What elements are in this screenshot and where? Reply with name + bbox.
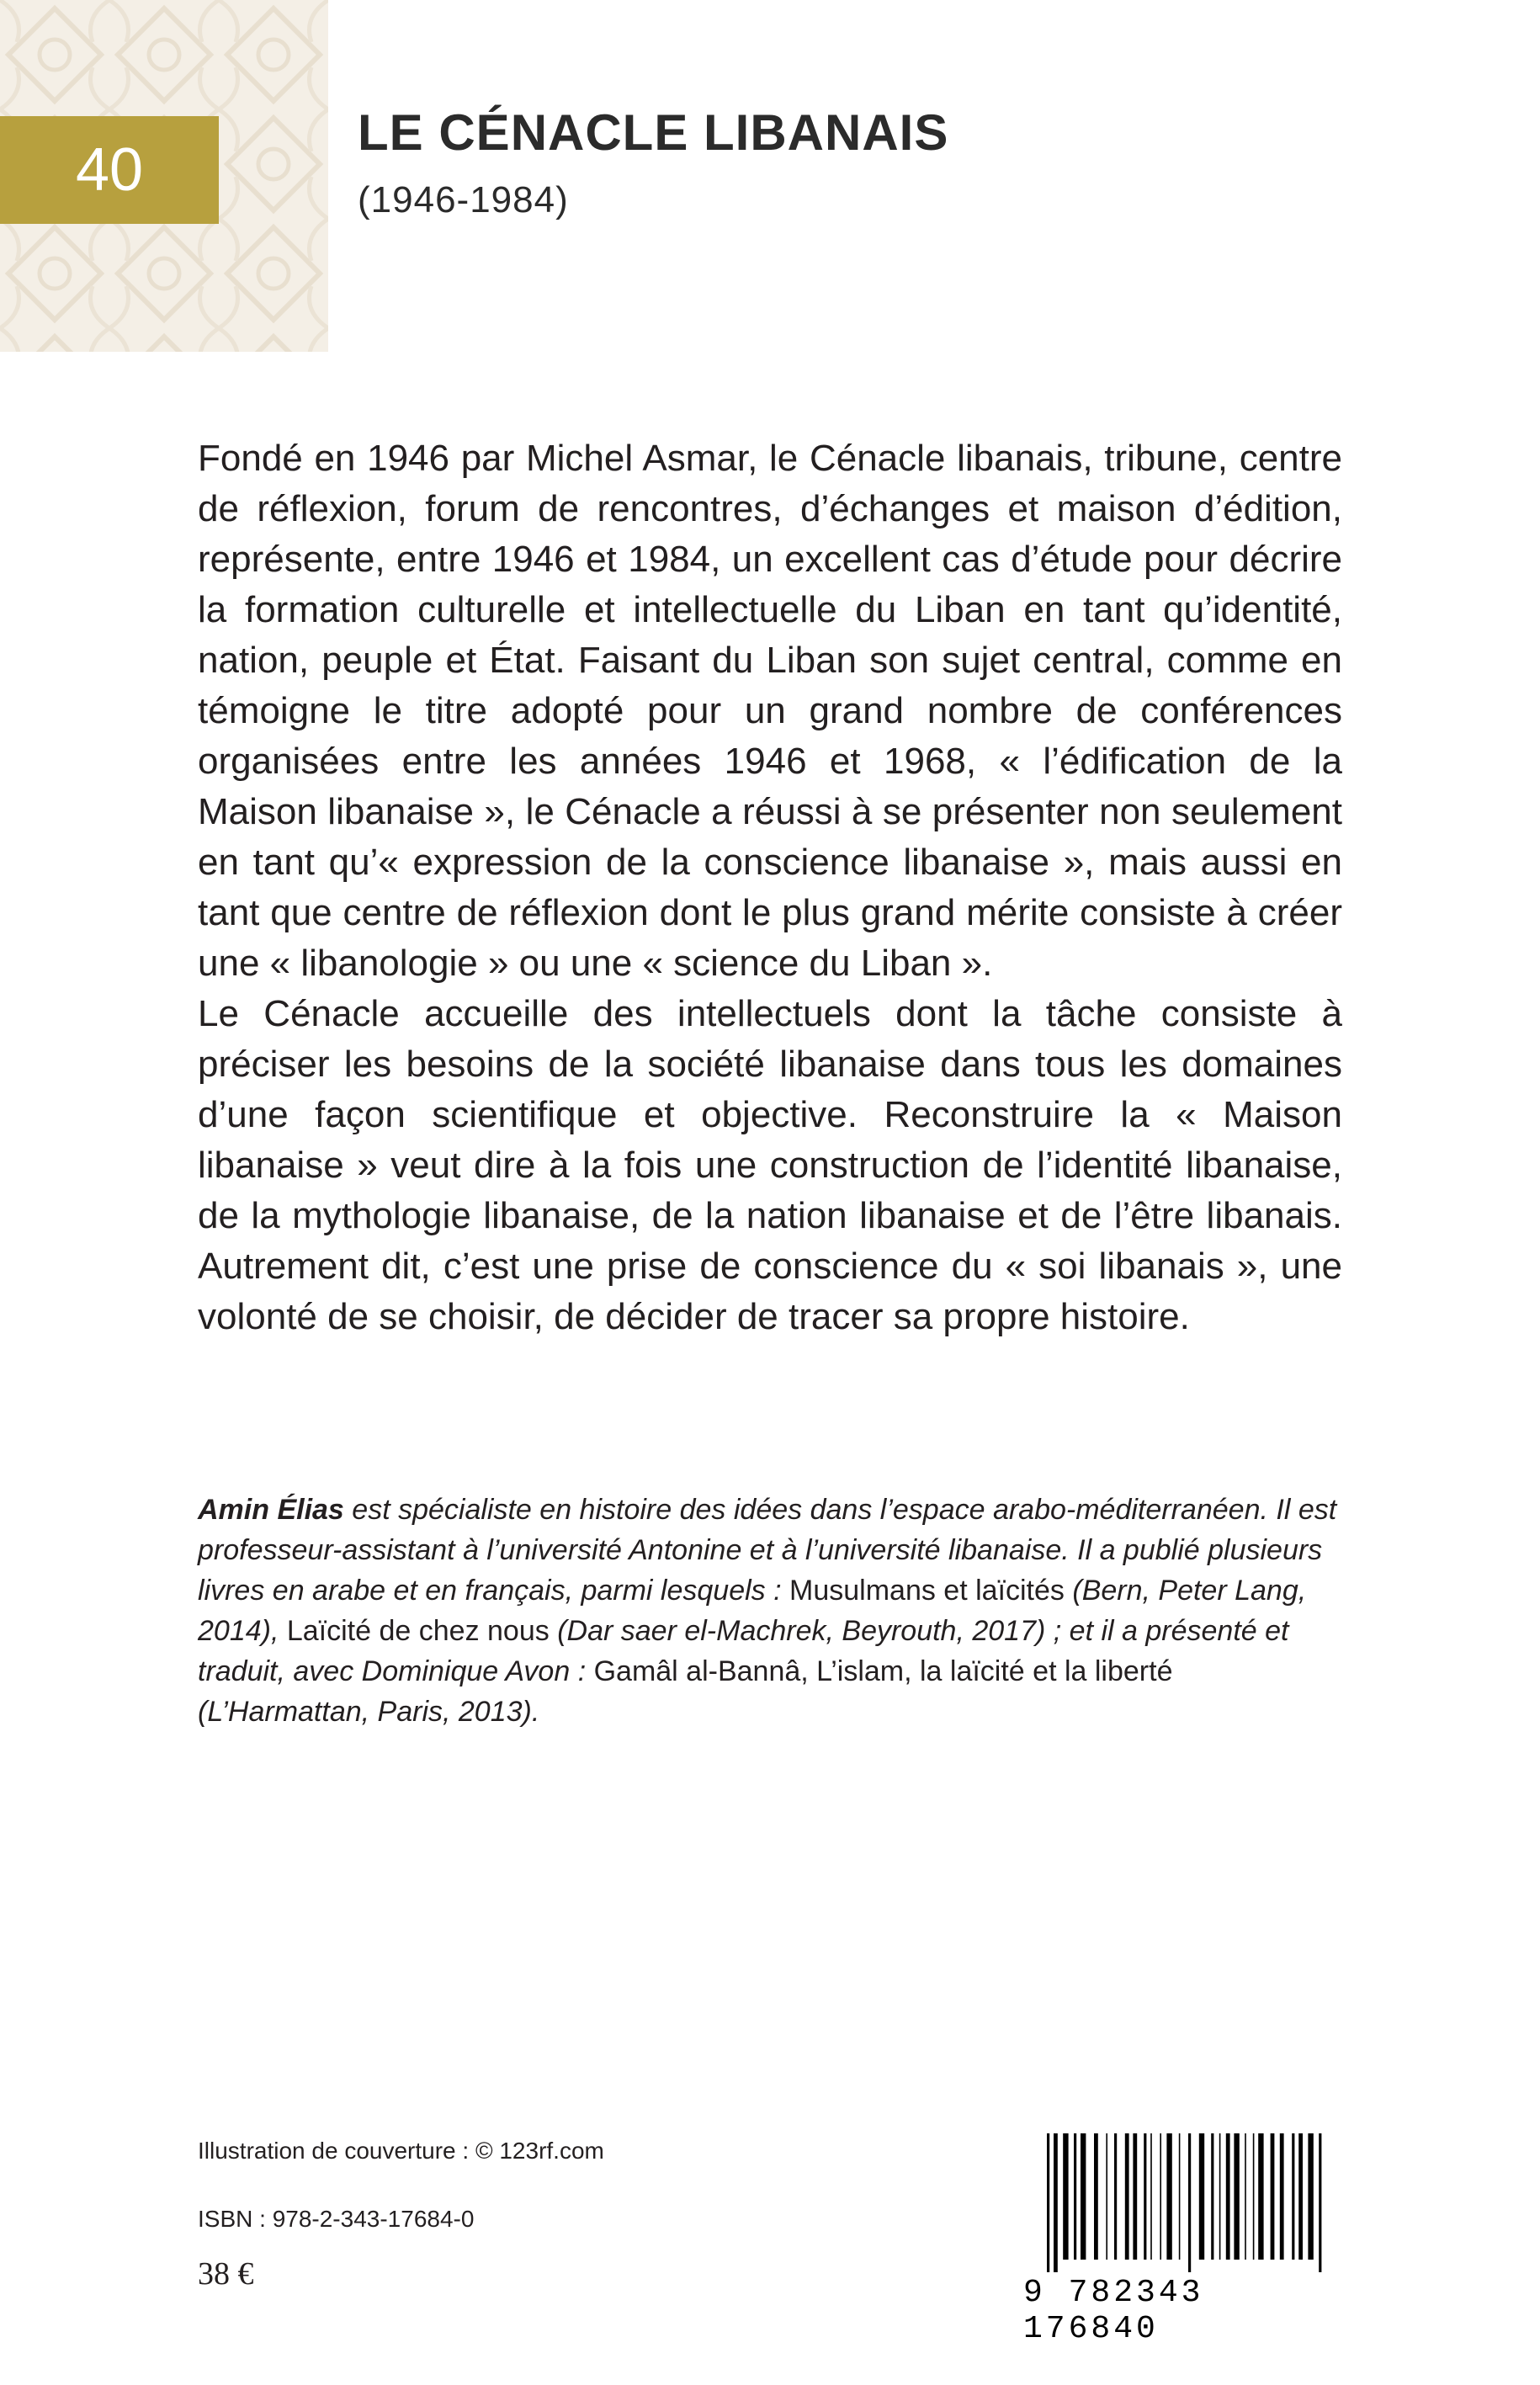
barcode-bar: [1308, 2133, 1313, 2260]
barcode-bar: [1298, 2133, 1303, 2260]
summary-paragraph-1: Fondé en 1946 par Michel Asmar, le Cénacle libanais, tribune, centre de réflexion, forum de rencontres, d’échanges et maison d’édition, représente, entre 1946 et 1984, un excellent cas d’étude pour décrire la formation culturelle et intellectuelle du Liban en tant qu’identité, nation, peuple et État. Faisant du Liban son sujet central, comme en témoigne le titre adopté pour un grand nombre de conférences organisées entre les années 1946 et 1968, « l’édification de la Maison libanaise », le Cénacle a réussi à se présenter non seulement en tant qu’« expression de la conscience libanaise », mais aussi en tant que centre de réflexion dont le plus grand mérite consiste à créer une « libanologie » ou une « science du Liban ».: [198, 438, 1342, 984]
barcode-bar: [1211, 2133, 1213, 2260]
barcode-bar: [1179, 2133, 1181, 2260]
author-bio: [198, 1490, 1342, 1732]
barcode-bar: [1219, 2133, 1221, 2260]
summary-paragraph-2: Le Cénacle accueille des intellectuels dont la tâche consiste à préciser les besoins de la société libanaise dans tous les domaines d’une façon scientifique et objective. Reconstruire la « Maison libanaise » veut dire à la fois une construction de l’identité libanaise, de la mythologie libanaise, de la nation libanaise et de l’être libanais. Autrement dit, c’est une prise de conscience du « soi libanais », une volonté de se choisir, de décider de tracer sa propre histoire.: [198, 993, 1342, 1337]
barcode-bar: [1166, 2133, 1171, 2260]
barcode-bar: [1160, 2133, 1161, 2260]
title-block: [358, 104, 949, 220]
cover-credit: Illustration de couverture : © 123rf.com: [198, 2138, 604, 2164]
price: 38 €: [198, 2256, 254, 2292]
barcode-bar: [1063, 2133, 1068, 2260]
barcode-bar: [1280, 2133, 1284, 2260]
author-book-2: Laïcité de chez nous: [286, 1615, 550, 1647]
barcode-bar: [1319, 2133, 1321, 2272]
barcode-bar: [1047, 2133, 1049, 2272]
barcode-bar: [1199, 2133, 1204, 2260]
barcode-bar: [1188, 2133, 1191, 2272]
author-bio-part-1: est spécialiste en histoire des idées dans l’espace arabo-méditerranéen. Il est professeur-assistant à l’université Antonine et à l’université libanaise. Il a publié plusieurs livres en arabe et en français, parmi lesquels :: [198, 1494, 1337, 1607]
author-bio-part-3: (Dar saer el-Machrek, Beyrouth, 2017) ; et il a présenté et traduit, avec Dominique Avon :: [198, 1615, 1289, 1687]
series-number: 40: [75, 136, 144, 204]
barcode-bar: [1081, 2133, 1086, 2260]
barcode-bar: [1258, 2133, 1263, 2260]
author-bio-part-4: (L’Harmattan, Paris, 2013).: [198, 1696, 540, 1728]
author-name: Amin Élias: [198, 1494, 344, 1526]
barcode-digits: 9 782343 176840: [1023, 2275, 1204, 2347]
author-book-3: Gamâl al-Bannâ, L’islam, la laïcité et la liberté: [593, 1655, 1173, 1687]
book-subtitle: (1946-1984): [358, 179, 569, 220]
barcode-bar: [1226, 2133, 1230, 2260]
barcode-bar: [1150, 2133, 1152, 2260]
barcode: [1023, 2133, 1343, 2347]
barcode-bar: [1253, 2133, 1255, 2260]
barcode-bar: [1234, 2133, 1239, 2260]
barcode-bar: [1133, 2133, 1137, 2260]
barcode-bar: [1271, 2133, 1275, 2260]
series-number-badge: [0, 116, 219, 224]
author-book-1: Musulmans et laïcités: [789, 1575, 1065, 1607]
book-title: LE CÉNACLE LIBANAIS: [358, 104, 949, 161]
barcode-bar: [1074, 2133, 1076, 2260]
barcode-bar: [1054, 2133, 1058, 2272]
barcode-bar: [1094, 2133, 1098, 2260]
summary-text: [198, 433, 1342, 1342]
barcode-bar: [1245, 2133, 1246, 2260]
author-bio-part-2: (Bern, Peter Lang, 2014),: [198, 1575, 1307, 1647]
barcode-bar: [1106, 2133, 1107, 2260]
barcode-bar: [1125, 2133, 1129, 2260]
barcode-bar: [1144, 2133, 1146, 2260]
barcode-bars-icon: [1023, 2133, 1343, 2272]
barcode-bar: [1292, 2133, 1294, 2260]
isbn: ISBN : 978-2-343-17684-0: [198, 2206, 475, 2232]
barcode-bar: [1114, 2133, 1117, 2260]
